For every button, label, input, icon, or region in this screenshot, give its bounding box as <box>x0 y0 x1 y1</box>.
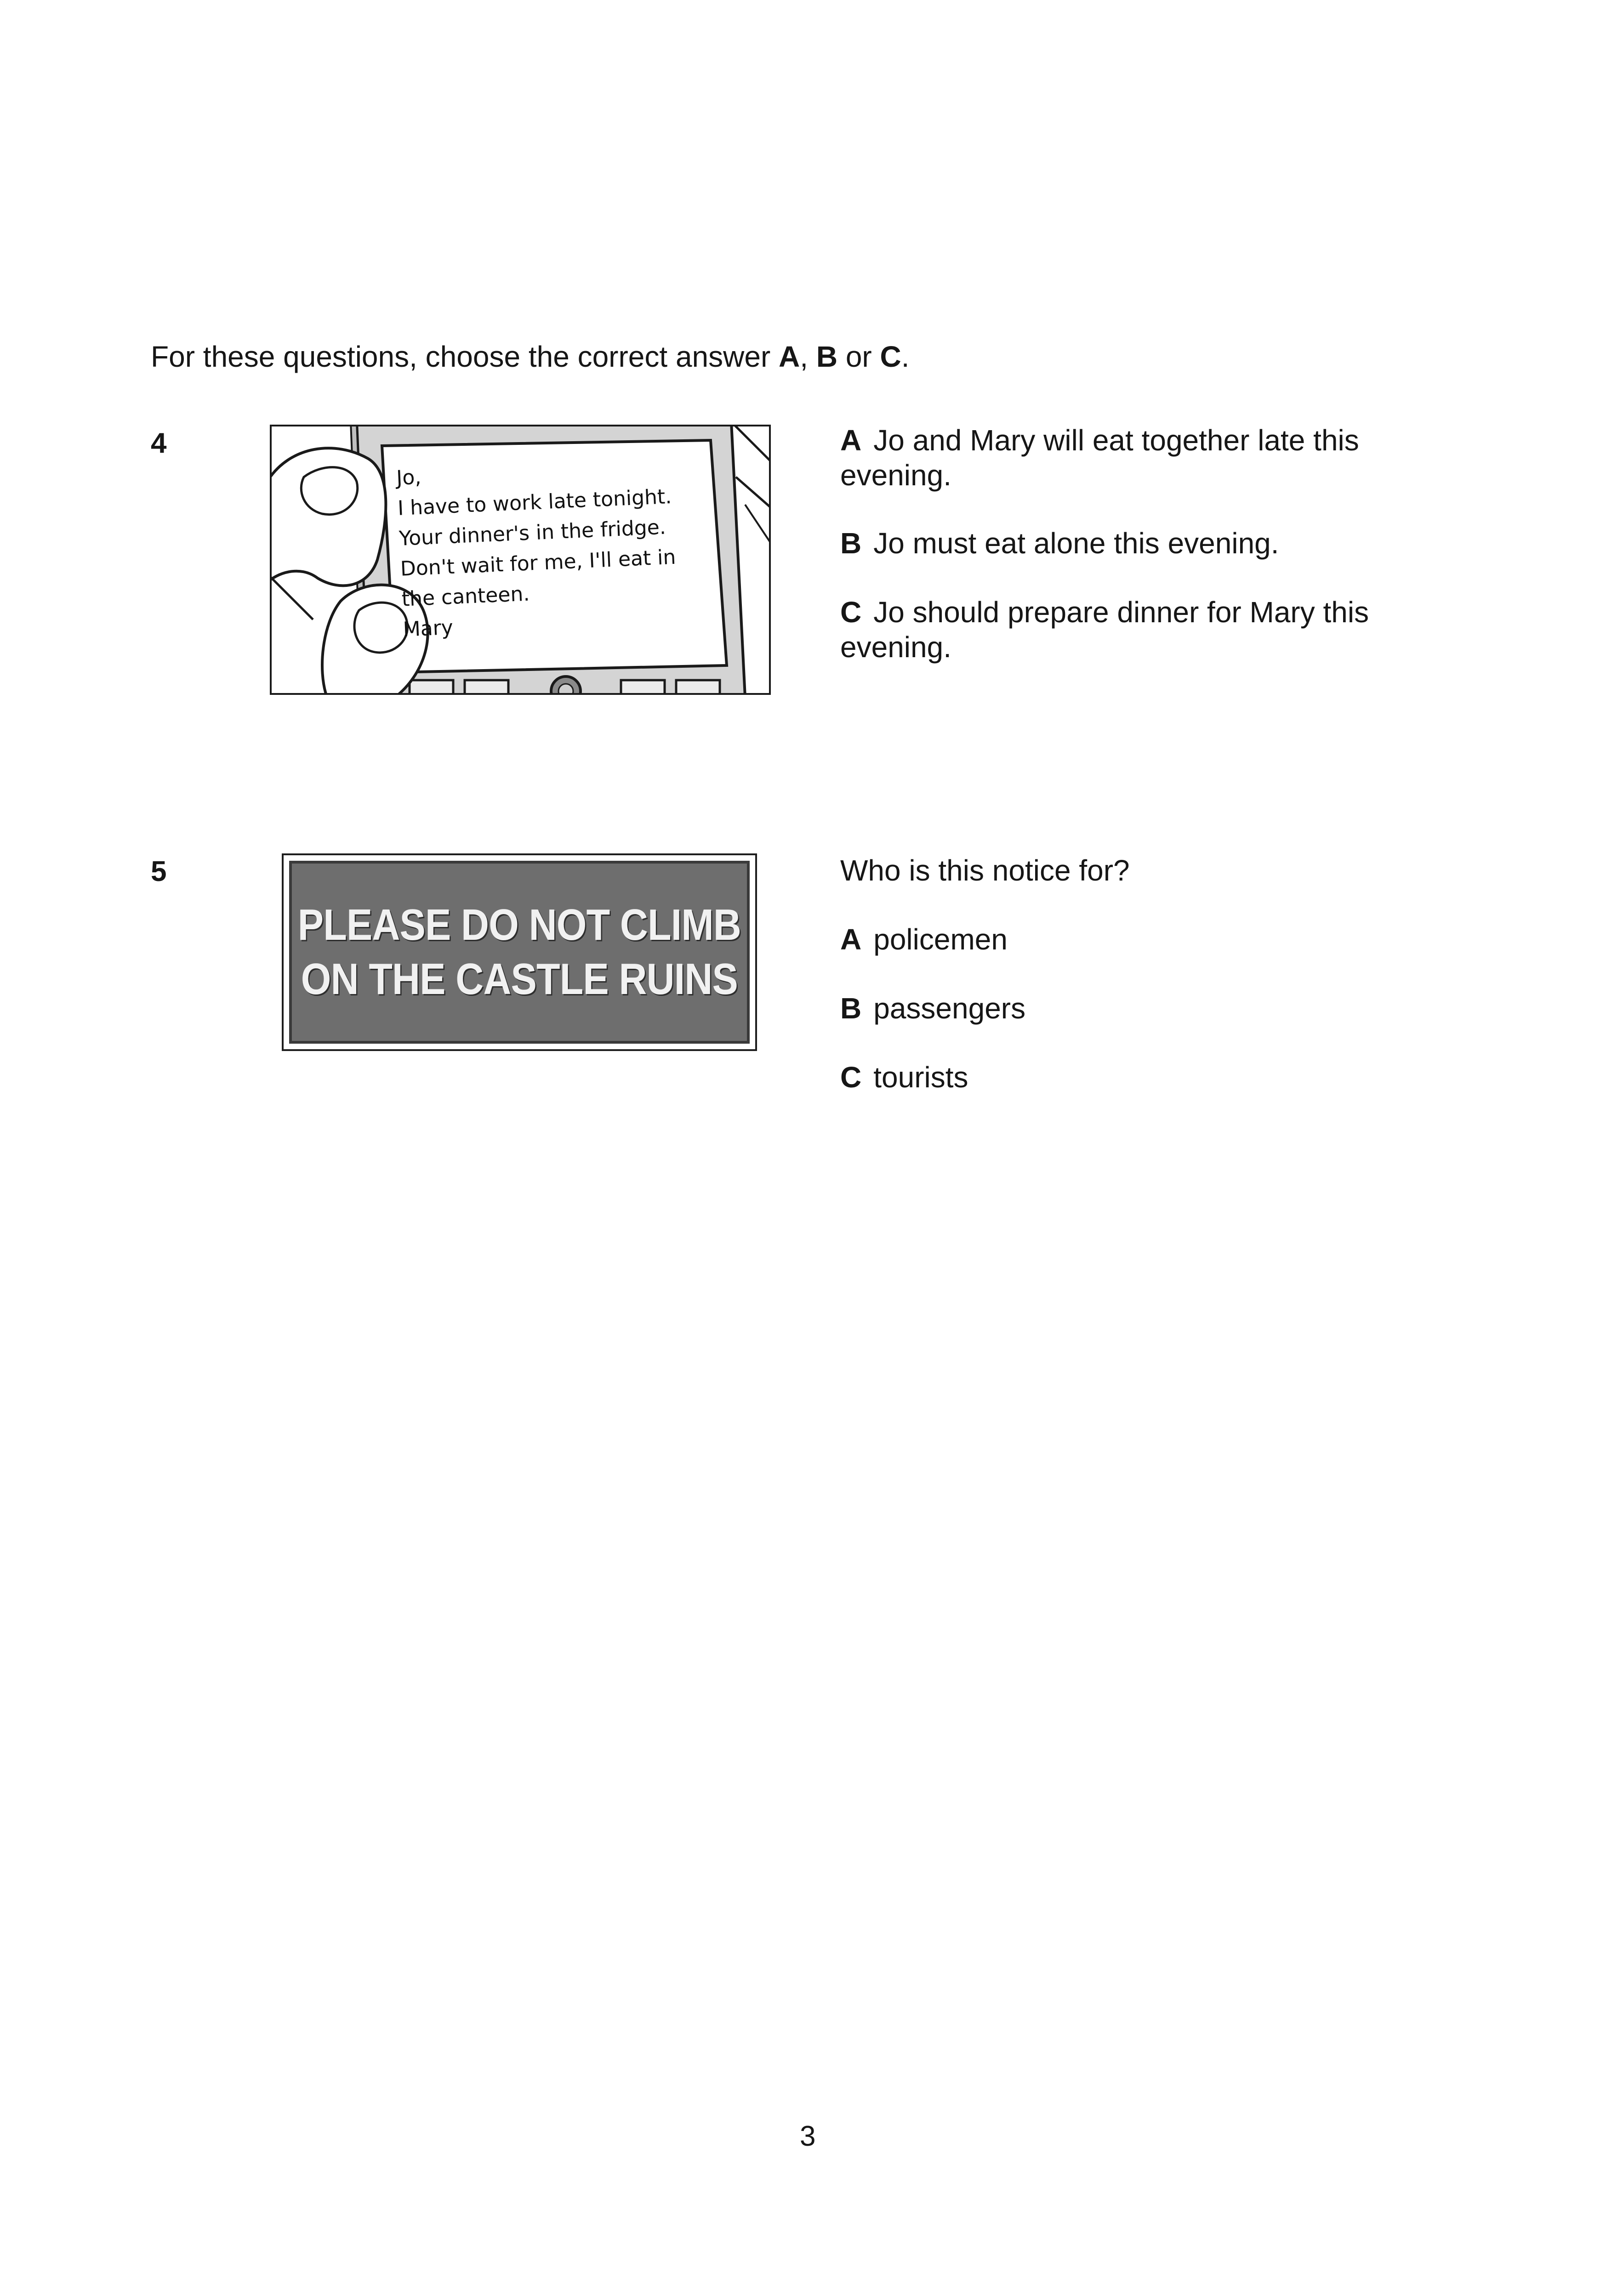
question-5-option-a[interactable] <box>840 922 1410 957</box>
option-text: Jo should prepare dinner for Mary this evening. <box>840 596 1369 664</box>
instructions <box>151 339 910 375</box>
castle-notice-sign <box>282 853 757 1051</box>
message-line: Jo, <box>396 465 422 490</box>
option-text: tourists <box>873 1061 968 1094</box>
message-line: Don't wait for me, I'll eat in <box>399 545 677 581</box>
phone-message-illustration <box>270 425 771 695</box>
question-number-5: 5 <box>151 856 167 887</box>
sign-line: ON THE CASTLE RUINS <box>301 955 738 1004</box>
option-letter: A <box>840 923 862 956</box>
option-text: passengers <box>873 992 1026 1025</box>
message-line: I have to work late tonight. <box>397 484 672 520</box>
question-4-option-c[interactable] <box>840 595 1410 665</box>
instructions-option-a: A <box>779 340 800 373</box>
option-letter: B <box>840 527 862 560</box>
instructions-option-b: B <box>816 340 838 373</box>
option-text: Jo and Mary will eat together late this evening. <box>840 424 1359 492</box>
phone-message-text <box>396 449 725 645</box>
message-line: Your dinner's in the fridge. <box>399 515 666 551</box>
question-4-option-b[interactable] <box>840 526 1410 561</box>
message-line: Mary <box>402 615 454 642</box>
question-5-option-c[interactable] <box>840 1060 1410 1095</box>
question-5-prompt: Who is this notice for? <box>840 854 1130 887</box>
page-number: 3 <box>800 2120 816 2152</box>
instructions-sep-1: , <box>800 340 816 373</box>
message-line: the canteen. <box>401 582 530 611</box>
option-letter: A <box>840 424 862 457</box>
question-5-option-b[interactable] <box>840 991 1410 1026</box>
instructions-suffix: . <box>901 340 910 373</box>
option-letter: B <box>840 992 862 1025</box>
question-4-option-a[interactable] <box>840 423 1410 493</box>
option-text: Jo must eat alone this evening. <box>873 527 1279 560</box>
option-letter: C <box>840 1061 862 1094</box>
instructions-option-c: C <box>880 340 901 373</box>
instructions-text: For these questions, choose the correct answer <box>151 340 779 373</box>
sign-panel <box>289 861 750 1044</box>
option-letter: C <box>840 596 862 629</box>
instructions-sep-2: or <box>837 340 880 373</box>
question-number-4: 4 <box>151 427 167 459</box>
sign-line: PLEASE DO NOT CLIMB <box>297 900 741 949</box>
option-text: policemen <box>873 923 1008 956</box>
